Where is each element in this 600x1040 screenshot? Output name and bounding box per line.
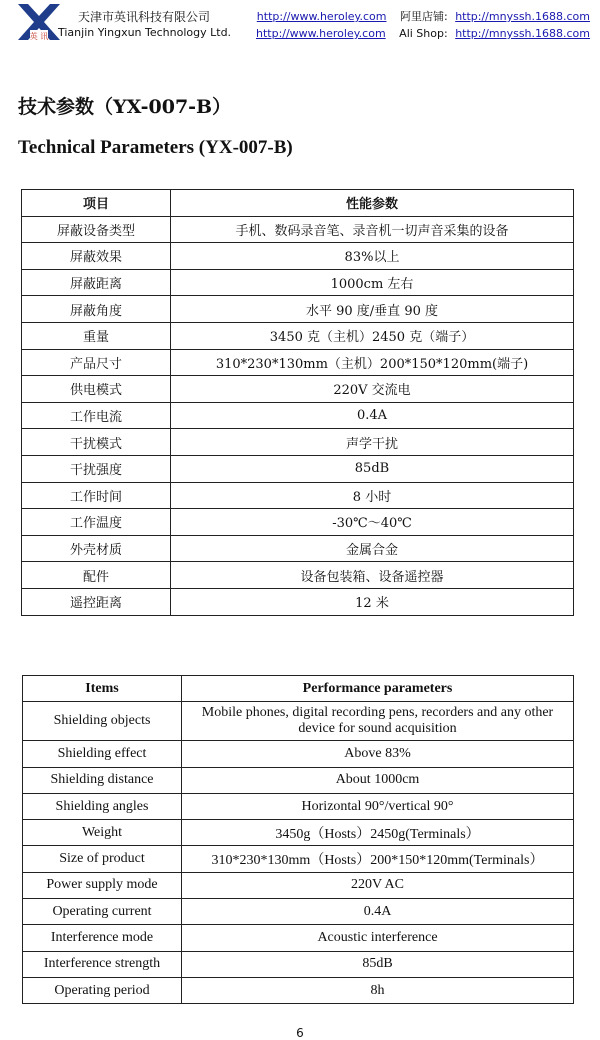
- value-cell: 8 小时: [171, 482, 574, 509]
- table-row: [22, 455, 574, 482]
- table-row: [22, 429, 574, 456]
- website-link[interactable]: http://www.heroley.com: [256, 10, 387, 23]
- table-row: [23, 899, 574, 925]
- item-cell: Interference mode: [23, 925, 182, 951]
- logo-text: 英 讯: [29, 32, 49, 41]
- shop-link-2[interactable]: http://mnyssh.1688.com: [455, 27, 590, 40]
- column-header: 性能参数: [171, 190, 574, 217]
- shop-label-cn: 阿里店铺:: [399, 10, 448, 23]
- table-row: [23, 767, 574, 793]
- table-row: [23, 846, 574, 872]
- item-cell: 屏蔽角度: [22, 296, 171, 323]
- value-cell: Horizontal 90°/vertical 90°: [182, 793, 574, 819]
- table-row: [22, 243, 574, 270]
- item-cell: 干扰强度: [22, 455, 171, 482]
- item-cell: Weight: [23, 820, 182, 846]
- table-row: [22, 402, 574, 429]
- value-cell: 设备包装箱、设备遥控器: [171, 562, 574, 589]
- table-row: [23, 925, 574, 951]
- value-cell: 1000cm 左右: [171, 269, 574, 296]
- column-header: 项目: [22, 190, 171, 217]
- table-row: [23, 741, 574, 767]
- company-name-cn: 天津市英讯科技有限公司: [78, 10, 211, 24]
- value-cell: 12 米: [171, 588, 574, 615]
- item-cell: Operating current: [23, 899, 182, 925]
- item-cell: Size of product: [23, 846, 182, 872]
- value-cell: 手机、数码录音笔、录音机一切声音采集的设备: [171, 216, 574, 243]
- item-cell: 产品尺寸: [22, 349, 171, 376]
- item-cell: Shielding distance: [23, 767, 182, 793]
- table-row: [22, 322, 574, 349]
- item-cell: 工作温度: [22, 509, 171, 536]
- shop-label-en: Ali Shop:: [399, 27, 448, 40]
- item-cell: 屏蔽效果: [22, 243, 171, 270]
- value-cell: Above 83%: [182, 741, 574, 767]
- value-cell: 水平 90 度/垂直 90 度: [171, 296, 574, 323]
- page-title-cn: 技术参数（YX-007-B）: [18, 96, 232, 118]
- value-cell: 85dB: [171, 455, 574, 482]
- value-cell: 83%以上: [171, 243, 574, 270]
- item-cell: Shielding angles: [23, 793, 182, 819]
- value-cell: -30℃～40℃: [171, 509, 574, 536]
- value-cell: About 1000cm: [182, 767, 574, 793]
- value-cell: 0.4A: [182, 899, 574, 925]
- page-number: 6: [296, 1026, 304, 1040]
- table-row: [22, 509, 574, 536]
- value-cell: 3450 克（主机）2450 克（端子）: [171, 322, 574, 349]
- company-logo: [16, 2, 62, 42]
- value-cell: Acoustic interference: [182, 925, 574, 951]
- item-cell: 重量: [22, 322, 171, 349]
- page-header: [16, 2, 592, 58]
- page-title-en: Technical Parameters (YX-007-B): [18, 137, 293, 158]
- table-row: [23, 793, 574, 819]
- item-cell: 屏蔽距离: [22, 269, 171, 296]
- value-cell: 85dB: [182, 951, 574, 977]
- table-header-row: [23, 676, 574, 702]
- item-cell: Interference strength: [23, 951, 182, 977]
- table-row: [22, 588, 574, 615]
- shop-link[interactable]: http://mnyssh.1688.com: [455, 10, 590, 23]
- table-row: [22, 216, 574, 243]
- table-row: [22, 296, 574, 323]
- table-header-row: [22, 190, 574, 217]
- table-row: [22, 482, 574, 509]
- value-cell: 3450g（Hosts）2450g(Terminals）: [182, 820, 574, 846]
- item-cell: Power supply mode: [23, 872, 182, 898]
- item-cell: 工作电流: [22, 402, 171, 429]
- column-header: Items: [23, 676, 182, 702]
- table-row: [22, 269, 574, 296]
- value-cell: 金属合金: [171, 535, 574, 562]
- item-cell: Shielding objects: [23, 702, 182, 741]
- column-header: Performance parameters: [182, 676, 574, 702]
- item-cell: 配件: [22, 562, 171, 589]
- value-cell: 310*230*130mm（主机）200*150*120mm(端子): [171, 349, 574, 376]
- parameters-table-en: [22, 675, 574, 1004]
- table-row: [23, 977, 574, 1003]
- value-cell: 310*230*130mm（Hosts）200*150*120mm(Terminals）: [182, 846, 574, 872]
- header-links: [256, 8, 590, 42]
- item-cell: 供电模式: [22, 376, 171, 403]
- value-cell: 0.4A: [171, 402, 574, 429]
- table-row: [22, 349, 574, 376]
- item-cell: 干扰模式: [22, 429, 171, 456]
- item-cell: 遥控距离: [22, 588, 171, 615]
- table-row: [23, 820, 574, 846]
- item-cell: 屏蔽设备类型: [22, 216, 171, 243]
- item-cell: Shielding effect: [23, 741, 182, 767]
- table-row: [22, 376, 574, 403]
- table-row: [22, 562, 574, 589]
- value-cell: 声学干扰: [171, 429, 574, 456]
- value-cell: 220V 交流电: [171, 376, 574, 403]
- website-link-2[interactable]: http://www.heroley.com: [255, 27, 386, 40]
- parameters-table-cn: [21, 189, 574, 616]
- company-name-en: Tianjin Yingxun Technology Ltd.: [58, 26, 232, 39]
- value-cell: 220V AC: [182, 872, 574, 898]
- table-row: [23, 951, 574, 977]
- item-cell: Operating period: [23, 977, 182, 1003]
- value-cell: Mobile phones, digital recording pens, recorders and any other device for sound acquisition: [182, 702, 574, 741]
- item-cell: 工作时间: [22, 482, 171, 509]
- table-row: [23, 702, 574, 741]
- item-cell: 外壳材质: [22, 535, 171, 562]
- value-cell: 8h: [182, 977, 574, 1003]
- table-row: [23, 872, 574, 898]
- table-row: [22, 535, 574, 562]
